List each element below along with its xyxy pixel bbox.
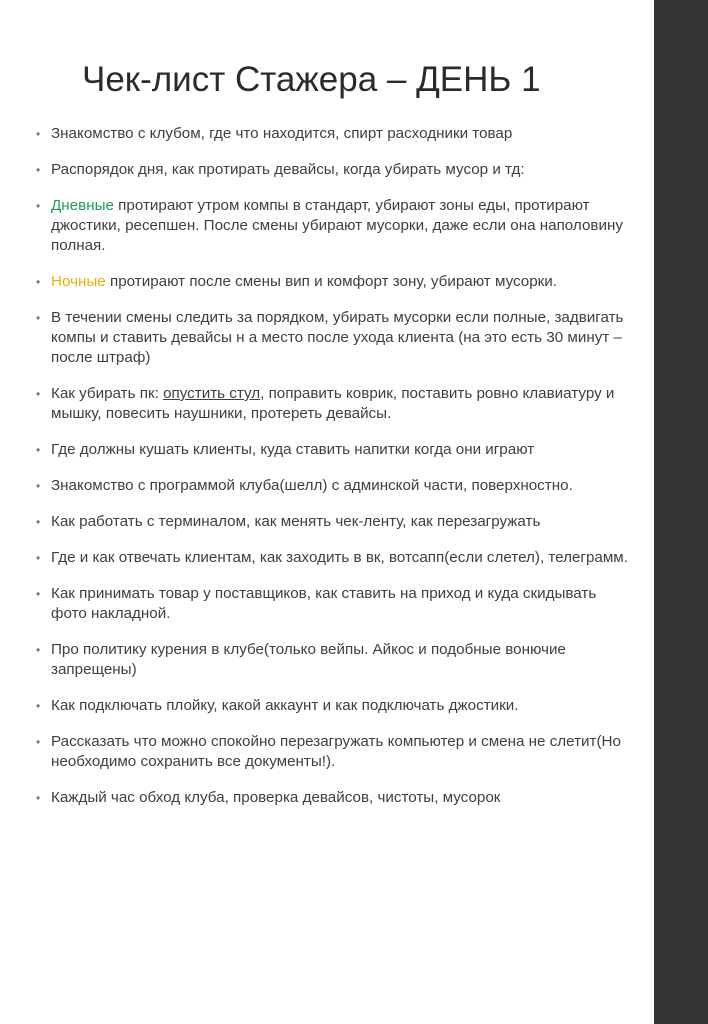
item-text: Как подключать плойку, какой аккаунт и как подключать джостики.	[51, 697, 519, 714]
checklist	[36, 124, 636, 808]
list-item	[36, 384, 636, 424]
list-item	[36, 640, 636, 680]
bullet-icon: •	[36, 515, 41, 529]
item-text: Как убирать пк:	[51, 385, 164, 402]
bullet-icon: •	[36, 275, 41, 289]
bullet-icon: •	[36, 735, 41, 749]
item-text: протирают утром компы в стандарт, убирают зоны еды, протирают джостики, ресепшен. После смены убирают мусорки, даже если она наполовину полная.	[51, 197, 623, 254]
list-item	[36, 512, 636, 532]
item-text: Знакомство с клубом, где что находится, спирт расходники товар	[51, 125, 513, 142]
list-item	[36, 196, 636, 256]
bullet-icon: •	[36, 643, 41, 657]
item-text: Рассказать что можно спокойно перезагружать компьютер и смена не слетит(Но необходимо сохранить все документы!).	[51, 733, 621, 770]
list-item	[36, 308, 636, 368]
list-item	[36, 476, 636, 496]
underlined-text: опустить стул	[163, 385, 261, 402]
page-title: Чек-лист Стажера – ДЕНЬ 1	[82, 60, 541, 99]
item-text: Знакомство с программой клуба(шелл) с админской части, поверхностно.	[51, 477, 573, 494]
bullet-icon: •	[36, 163, 41, 177]
list-item	[36, 696, 636, 716]
item-text: Каждый час обход клуба, проверка девайсов, чистоты, мусорок	[51, 789, 501, 806]
bullet-icon: •	[36, 587, 41, 601]
item-text: В течении смены следить за порядком, убирать мусорки если полные, задвигать компы и ставить девайсы н а место после ухода клиента (на это есть 30 минут – после штраф)	[51, 309, 624, 366]
bullet-icon: •	[36, 311, 41, 325]
night-shift-label: Ночные	[51, 273, 106, 290]
list-item	[36, 584, 636, 624]
item-text: Распорядок дня, как протирать девайсы, когда убирать мусор и тд:	[51, 161, 525, 178]
list-item	[36, 272, 636, 292]
item-text: Как работать с терминалом, как менять чек-ленту, как перезагружать	[51, 513, 541, 530]
bullet-icon: •	[36, 387, 41, 401]
bullet-icon: •	[36, 443, 41, 457]
bullet-icon: •	[36, 699, 41, 713]
bullet-icon: •	[36, 199, 41, 213]
right-side-bar	[654, 0, 708, 1024]
list-item	[36, 732, 636, 772]
day-shift-label: Дневные	[51, 197, 114, 214]
bullet-icon: •	[36, 791, 41, 805]
item-text: протирают после смены вип и комфорт зону, убирают мусорки.	[105, 273, 557, 290]
bullet-icon: •	[36, 479, 41, 493]
item-text: Где и как отвечать клиентам, как заходить в вк, вотсапп(если слетел), телеграмм.	[51, 549, 628, 566]
item-text: Как принимать товар у поставщиков, как ставить на приход и куда скидывать фото накладной.	[51, 585, 597, 622]
list-item	[36, 124, 636, 144]
list-item	[36, 788, 636, 808]
bullet-icon: •	[36, 551, 41, 565]
item-text: , поправить коврик, поставить ровно клавиатуру и мышку, повесить наушники, протереть девайсы.	[51, 385, 615, 422]
item-text: Про политику курения в клубе(только вейпы. Айкос и подобные вонючие запрещены)	[51, 641, 566, 678]
list-item	[36, 548, 636, 568]
list-item	[36, 160, 636, 180]
list-item	[36, 440, 636, 460]
item-text: Где должны кушать клиенты, куда ставить напитки когда они играют	[51, 441, 535, 458]
bullet-icon: •	[36, 127, 41, 141]
